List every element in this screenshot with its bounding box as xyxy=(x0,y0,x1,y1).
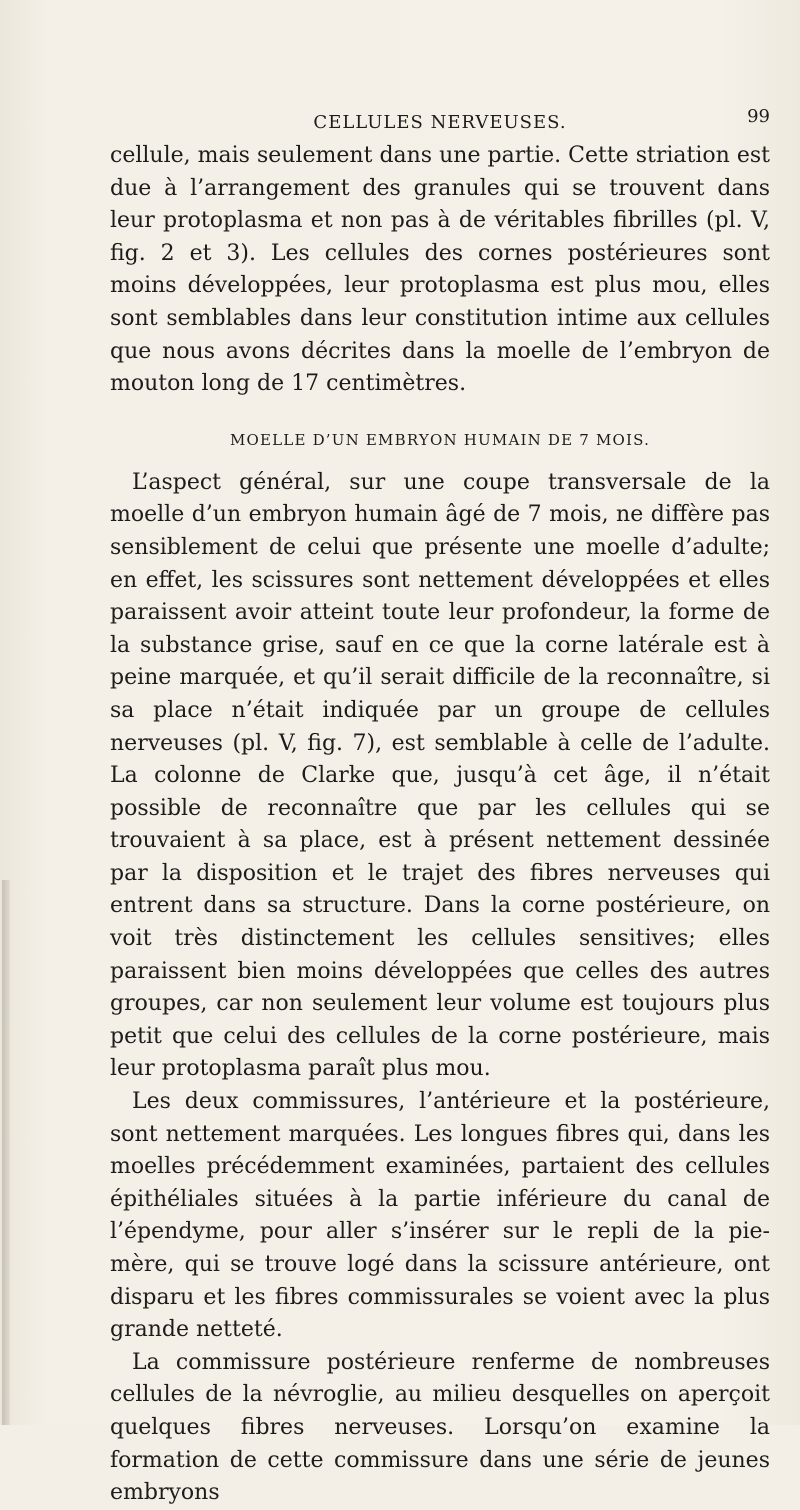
section-title: MOELLE D’UN EMBRYON HUMAIN DE 7 MOIS. xyxy=(229,430,651,449)
paragraph: L’aspect général, sur une coupe transversale de la moelle d’un embryon humain âgé de 7 mois, ne diffère pas sensiblement de celui que présente une moelle d’adulte; en effet, les scissures sont nettement développées et elles paraissent avoir atteint toute leur profondeur, la forme de la substance grise, sauf en ce que la corne latérale est à peine marquée, et qu’il serait difficile de la reconnaître, si sa place n’était indiquée par un groupe de cellules nerveuses (pl. V, fig. 7), est semblable à celle de l’adulte. La colonne de Clarke que, jusqu’à cet âge, il n’était possible de reconnaître que par les cellules qui se trouvaient à sa place, est à présent nettement dessinée par la disposition et le trajet des fibres nerveuses qui entrent dans sa structure. Dans la corne postérieure, on voit très distinctement les cellules sensitives; elles paraissent bien moins développées que celles des autres groupes, car non seulement leur volume est toujours plus petit que celui des cellules de la corne postérieure, mais leur protoplasma paraît plus mou. xyxy=(110,469,770,1082)
running-title: CELLULES NERVEUSES. xyxy=(313,112,567,133)
page-body xyxy=(110,140,770,1510)
paragraph: Les deux commissures, l’antérieure et la postérieure, sont nettement marquées. Les longues fibres qui, dans les moelles précédemment examinées, partaient des cellules épithéliales situées à la partie inférieure du canal de l’épendyme, pour aller s’insérer sur le repli de la pie-mère, qui se trouve logé dans la scissure antérieure, ont disparu et les fibres commissurales se voient avec la plus grande netteté. xyxy=(110,1089,770,1343)
page-header xyxy=(110,106,770,142)
paragraph: La commissure postérieure renferme de nombreuses cellules de la névroglie, au milieu desquelles on aperçoit quelques fibres nerveuses. Lorsqu’on examine la formation de cette commissure dans une série de jeunes embryons xyxy=(110,1349,770,1506)
page-edge-shadow xyxy=(2,880,10,1425)
paragraph-continued: cellule, mais seulement dans une partie. Cette striation est due à l’arrangement des granules qui se trouvent dans leur protoplasma et non pas à de véritables fibrilles (pl. V, fig. 2 et 3). Les cellules des cornes postérieures sont moins développées, leur protoplasma est plus mou, elles sont semblables dans leur constitution intime aux cellules que nous avons décrites dans la moelle de l’embryon de mouton long de 17 centimètres. xyxy=(110,143,770,397)
page-number: 99 xyxy=(747,106,770,127)
